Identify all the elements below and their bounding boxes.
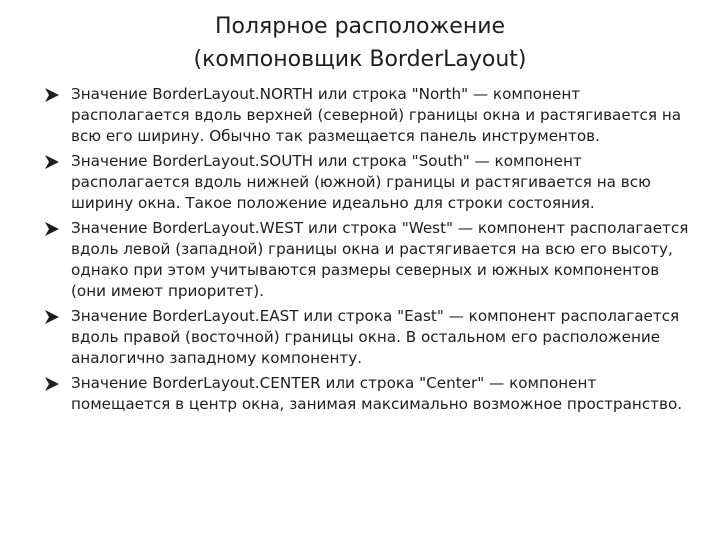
bullet-item-east xyxy=(44,306,694,369)
bullet-text: Значение BorderLayout.CENTER или строка "Center" — компонент помещается в центр окна, занимая максимально возможное пространство. xyxy=(71,374,683,413)
arrowhead-bullet-icon xyxy=(44,221,60,237)
bullet-item-south xyxy=(44,151,694,214)
bullet-text: Значение BorderLayout.EAST или строка "East" — компонент располагается вдоль правой (восточной) границы окна. В остальном его расположение аналогично западному компоненту. xyxy=(71,307,680,367)
slide-title-line-2: (компоновщик BorderLayout) xyxy=(193,47,527,72)
bullet-text: Значение BorderLayout.SOUTH или строка "South" — компонент располагается вдоль нижней (южной) границы и растягивается на всю ширину окна. Такое положение идеально для строки состояния. xyxy=(71,152,651,212)
bullet-text: Значение BorderLayout.NORTH или строка "North" — компонент располагается вдоль верхней (северной) границы окна и растягивается на всю его ширину. Обычно так размещается панель инструментов. xyxy=(71,85,682,145)
arrowhead-bullet-icon xyxy=(44,309,60,325)
bullet-text: Значение BorderLayout.WEST или строка "West" — компонент располагается вдоль левой (западной) границы окна и растягивается на всю его высоту, однако при этом учитываются размеры северных и южных компонентов (они имеют приоритет). xyxy=(71,219,689,300)
bullet-item-north xyxy=(44,84,694,147)
bullet-item-center xyxy=(44,373,694,415)
arrowhead-bullet-icon xyxy=(44,376,60,392)
bullet-list xyxy=(44,84,694,419)
arrowhead-bullet-icon xyxy=(44,87,60,103)
arrowhead-bullet-icon xyxy=(44,154,60,170)
slide-title-line-1: Полярное расположение xyxy=(214,14,506,39)
slide-title xyxy=(0,10,720,76)
bullet-item-west xyxy=(44,218,694,302)
